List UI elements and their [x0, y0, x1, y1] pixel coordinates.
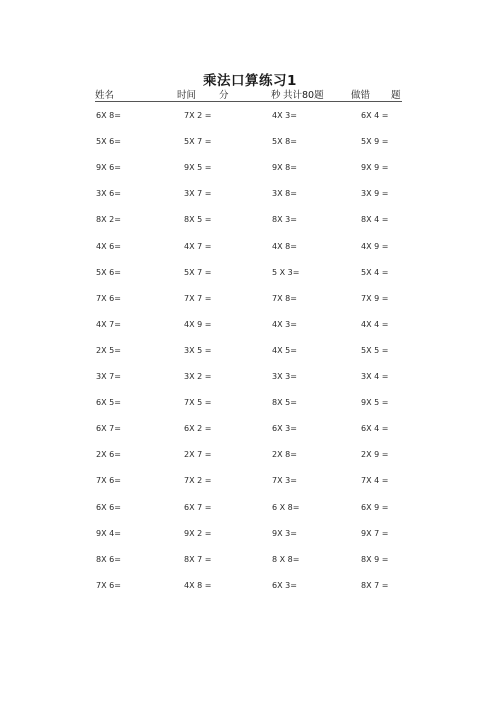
- problem-item: 6X 7 =: [184, 502, 212, 512]
- problem-item: 9X 3=: [272, 528, 297, 538]
- problem-item: 2X 5=: [96, 345, 121, 355]
- problem-item: 3X 4 =: [361, 372, 389, 381]
- problem-item: 7X 6=: [96, 476, 121, 486]
- problem-item: 8X 2=: [96, 215, 121, 225]
- problem-item: 5X 9 =: [361, 137, 389, 147]
- second-label: 秒: [271, 90, 281, 101]
- problem-item: 9X 8=: [272, 163, 297, 173]
- total-label: 共计80题: [283, 90, 324, 101]
- problem-item: 4X 9 =: [184, 319, 212, 329]
- problem-item: 7X 4 =: [361, 476, 389, 486]
- problem-item: 9X 5 =: [361, 398, 389, 408]
- problem-item: 7X 3=: [272, 476, 297, 486]
- name-label: 姓名: [95, 90, 115, 101]
- problem-item: 6X 4 =: [361, 424, 389, 434]
- problem-item: 5X 6=: [96, 137, 121, 147]
- problem-item: 4X 4 =: [361, 319, 389, 329]
- problem-item: 2X 9 =: [361, 450, 389, 460]
- problem-item: 8X 9 =: [361, 554, 389, 564]
- problem-item: 3X 5 =: [184, 345, 212, 355]
- problem-item: 7X 2 =: [184, 111, 212, 120]
- problem-item: 8X 4 =: [361, 215, 389, 225]
- problem-item: 4X 3=: [272, 111, 297, 120]
- problem-item: 8X 3=: [272, 215, 297, 225]
- problem-item: 8X 6=: [96, 554, 121, 564]
- problem-item: 6X 9 =: [361, 502, 389, 512]
- problem-item: 3X 8=: [272, 189, 297, 199]
- problem-item: 6X 2 =: [184, 424, 212, 434]
- problem-item: 6X 3=: [272, 424, 297, 434]
- problem-item: 5X 5 =: [361, 345, 389, 355]
- problem-item: 9X 6=: [96, 163, 121, 173]
- wrong-label: 做错: [351, 90, 371, 101]
- problem-item: 8X 7 =: [184, 554, 212, 564]
- problem-item: 5X 6=: [96, 267, 121, 277]
- problem-item: 4X 6=: [96, 241, 121, 251]
- problem-item: 2X 6=: [96, 450, 121, 460]
- problem-item: 9X 7 =: [361, 528, 389, 538]
- problem-item: 3X 3=: [272, 372, 297, 381]
- problem-item: 7X 2 =: [184, 476, 212, 486]
- problem-item: 3X 7 =: [184, 189, 212, 199]
- problem-item: 7X 6=: [96, 293, 121, 303]
- problem-item: 4X 3=: [272, 319, 297, 329]
- problem-item: 3X 6=: [96, 189, 121, 199]
- problem-item: 7X 8=: [272, 293, 297, 303]
- problem-item: 5X 8=: [272, 137, 297, 147]
- problem-item: 9X 4=: [96, 528, 121, 538]
- problem-item: 7X 6=: [96, 580, 121, 590]
- problem-item: 3X 9 =: [361, 189, 389, 199]
- problem-item: 5 X 3=: [272, 267, 300, 277]
- time-label: 时间: [177, 90, 197, 101]
- problem-item: 9X 2 =: [184, 528, 212, 538]
- problem-item: 9X 9 =: [361, 163, 389, 173]
- problem-item: 3X 2 =: [184, 372, 212, 381]
- problem-item: 7X 9 =: [361, 293, 389, 303]
- problem-item: 4X 5=: [272, 345, 297, 355]
- problem-item: 4X 7 =: [184, 241, 212, 251]
- problem-item: 4X 8 =: [184, 580, 212, 590]
- problem-item: 8X 5=: [272, 398, 297, 408]
- problem-item: 4X 8=: [272, 241, 297, 251]
- problem-item: 7X 5 =: [184, 398, 212, 408]
- problem-item: 2X 8=: [272, 450, 297, 460]
- problem-item: 6X 8=: [96, 111, 121, 120]
- problem-item: 4X 9 =: [361, 241, 389, 251]
- problem-item: 8X 7 =: [361, 580, 389, 590]
- problem-item: 8 X 8=: [272, 554, 300, 564]
- problem-item: 9X 5 =: [184, 163, 212, 173]
- problem-item: 4X 7=: [96, 319, 121, 329]
- question-label: 题: [391, 90, 401, 101]
- problem-item: 6X 6=: [96, 502, 121, 512]
- problem-item: 5X 7 =: [184, 137, 212, 147]
- problem-item: 8X 5 =: [184, 215, 212, 225]
- problem-item: 6X 5=: [96, 398, 121, 408]
- problem-item: 6 X 8=: [272, 502, 300, 512]
- problem-item: 2X 7 =: [184, 450, 212, 460]
- problem-item: 5X 4 =: [361, 267, 389, 277]
- problem-item: 5X 7 =: [184, 267, 212, 277]
- problem-item: 7X 7 =: [184, 293, 212, 303]
- page-title: 乘法口算练习1: [203, 73, 297, 89]
- problem-item: 6X 3=: [272, 580, 297, 590]
- problem-item: 6X 7=: [96, 424, 121, 434]
- minute-label: 分: [219, 90, 229, 101]
- problem-item: 6X 4 =: [361, 111, 389, 120]
- problem-item: 3X 7=: [96, 372, 121, 381]
